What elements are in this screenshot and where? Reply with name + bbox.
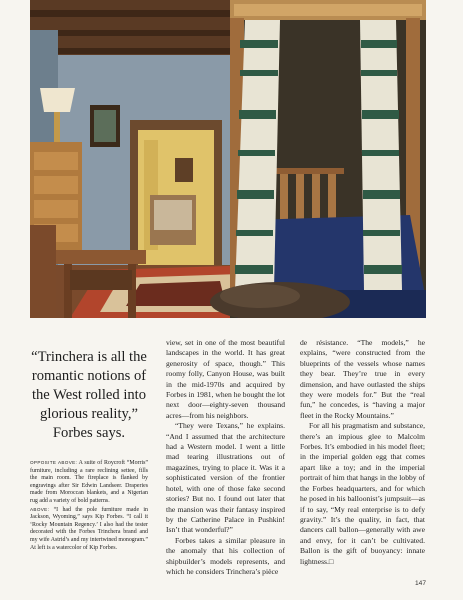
left-column — [30, 338, 148, 552]
body-paragraph: Forbes takes a similar pleasure in the anomaly that his collection of shipbuilder’s models represents, and which he considers Trinchera’s pièce — [166, 535, 285, 576]
page-number: 147 — [414, 580, 426, 587]
caption-text: “I had the pole furniture made in Jackson, Wyoming,” says Kip Forbes. “I call it ‘Rocky Mountain Regency.’ I also had the tester decorated with the Forbes Trinchera brand and my wife Astrid’s and my intertwined monogram.” At left is a watercolor of Kip Forbes. — [30, 506, 148, 551]
caption-label: ABOVE: — [30, 506, 50, 512]
body-paragraph: de résistance. “The models,” he explains, “were constructed from the blueprints of the vessels whose names they bear. They’re true in every dimension, and have outlasted the ships they were models for.” But the “real fun,” he concedes, is “having a major fleet in the Rocky Mountains.” — [300, 338, 425, 420]
room-photograph — [30, 0, 426, 318]
body-paragraph: view, set in one of the most beautiful landscapes in the world. It has great generosity of space, though.” This roomy folly, Canyon House, was built in the mid-1970s and acquired by Forbes in 1981, when he bought the lot next door—eighty-seven thousand acres—from his neighbors. — [166, 338, 285, 420]
caption-opposite-above — [30, 459, 148, 506]
body-paragraph: “They were Texans,” he explains. “And I assumed that the architecture had a Western model. I went a little mad tearing illustrations out of magazines, trying to place it. Was it a sophisticated version of the frontier hotel, with one of those fake second stories? But no. I found out later that the mansion was their fantasy inspired by the Catherine Palace in Pushkin! Isn’t that wonderful?” — [166, 421, 285, 535]
middle-column — [166, 338, 285, 577]
pull-quote: “Trinchera is all the romantic notions of the West rolled into glorious reality,” Forbes says. — [31, 349, 147, 441]
caption-label: OPPOSITE ABOVE: — [30, 460, 78, 465]
body-paragraph: For all his pragmatism and substance, there’s an impious glee to Malcolm Forbes. It’s embodied in his model fleet; in the imperial golden egg that comes apart like a toy; and in the imperial portrait of him that hangs in the lobby of the Forbes headquarters, and for which he posed in his balloonist’s jumpsuit—as if to say, “My real enterprise is to defy gravity.” It’s the quality, in fact, that dancers call ballon—generally with awe and envy, for it can’t be cultivated. Ballon is the gift of buoyancy: innate lightness.□ — [300, 421, 425, 566]
caption-text: A suite of Roycroft “Morris” furniture, including a rare reclining settee, fills the main room. The fireplace is flanked by engravings after Sir Edwin Landseer. Draperies made from Moroccan blankets, and a Nigerian rug add a variety of bold patterns. — [30, 460, 148, 504]
right-column — [300, 338, 425, 567]
drape-right — [360, 20, 402, 290]
caption-above — [30, 506, 148, 553]
bedroom-illustration — [30, 0, 426, 318]
